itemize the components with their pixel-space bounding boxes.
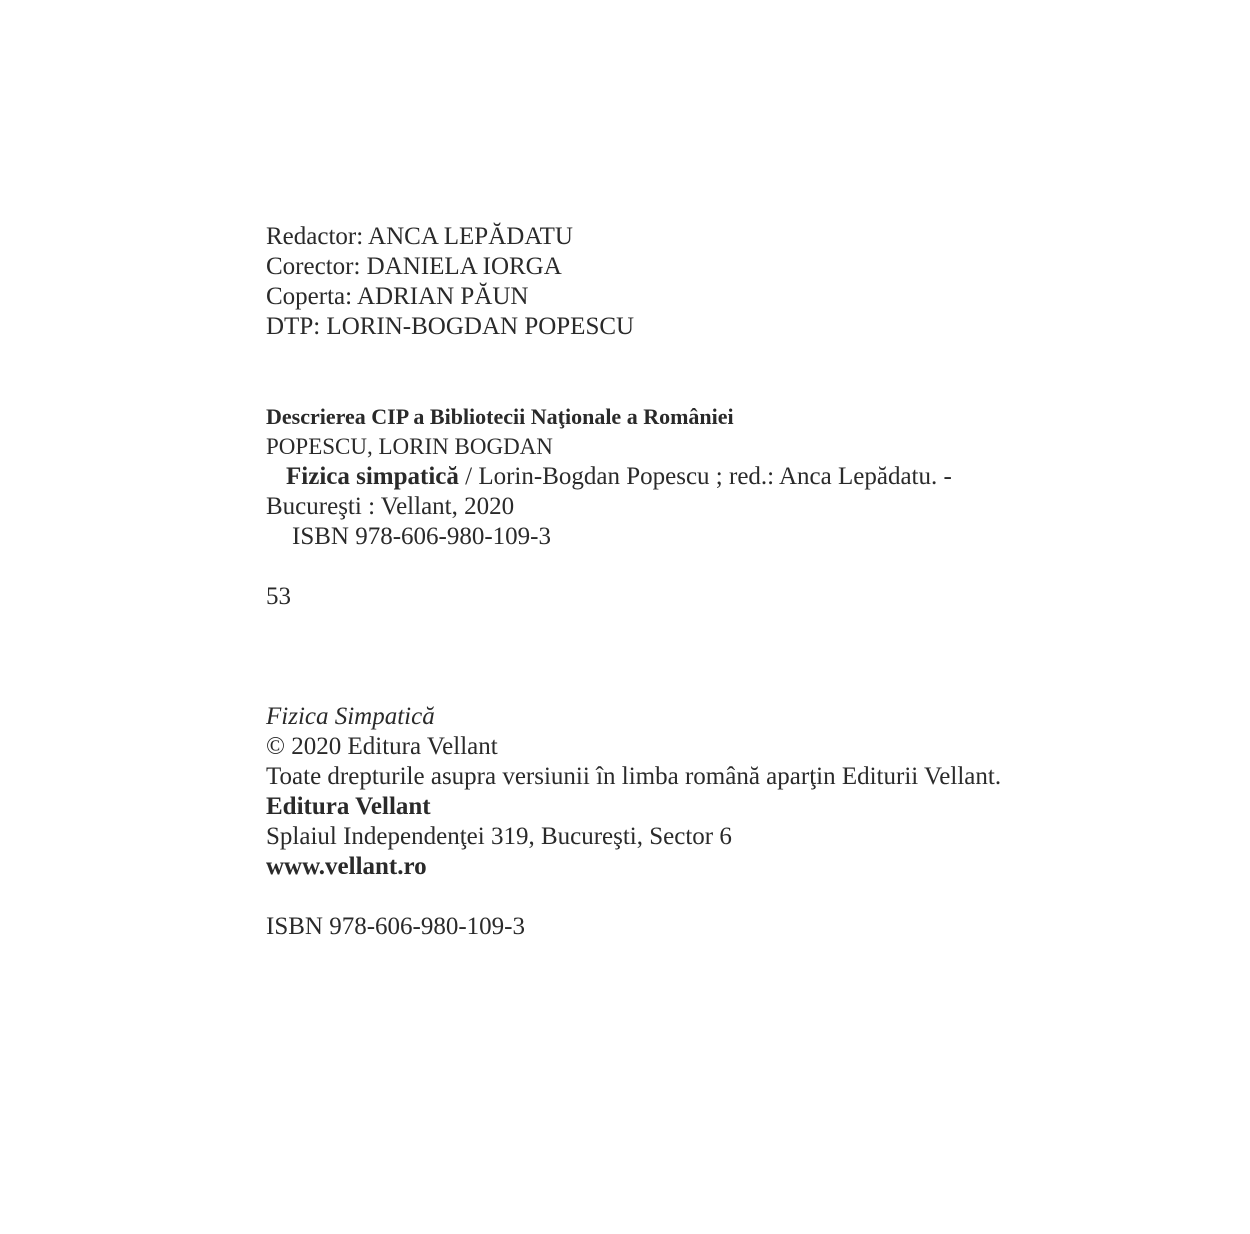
isbn-block <box>266 912 525 942</box>
cip-work-title: Fizica simpatică <box>286 463 459 490</box>
cip-work-details: / Lorin-Bogdan Popescu ; red.: Anca Lepădatu. - <box>458 463 952 490</box>
classification-number: 53 <box>266 583 291 610</box>
cip-block <box>266 402 952 552</box>
classification-block <box>266 582 291 612</box>
proofreader-credit: Corector: DANIELA IORGA <box>266 253 562 280</box>
publisher-address: Splaiul Independenţei 319, Bucureşti, Sector 6 <box>266 823 732 850</box>
cip-isbn: ISBN 978-606-980-109-3 <box>292 523 552 550</box>
publisher-website: www.vellant.ro <box>266 853 427 880</box>
publisher-name: Editura Vellant <box>266 793 431 820</box>
isbn-number: ISBN 978-606-980-109-3 <box>266 913 526 940</box>
credits-block <box>266 222 634 342</box>
book-title: Fizica Simpatică <box>266 703 435 730</box>
rights-line: Toate drepturile asupra versiunii în limba română aparţin Editurii Vellant. <box>266 763 1002 790</box>
cip-place: Bucureşti : Vellant, 2020 <box>266 493 515 520</box>
editor-credit: Redactor: ANCA LEPĂDATU <box>266 223 573 250</box>
copyright-line: © 2020 Editura Vellant <box>266 733 498 760</box>
cip-title-line <box>266 462 952 492</box>
cip-heading: Descrierea CIP a Bibliotecii Naţionale a României <box>266 404 734 429</box>
cip-author: POPESCU, LORIN BOGDAN <box>266 434 553 459</box>
imprint-block <box>266 702 1001 882</box>
dtp-credit: DTP: LORIN-BOGDAN POPESCU <box>266 313 635 340</box>
cover-credit: Coperta: ADRIAN PĂUN <box>266 283 529 310</box>
